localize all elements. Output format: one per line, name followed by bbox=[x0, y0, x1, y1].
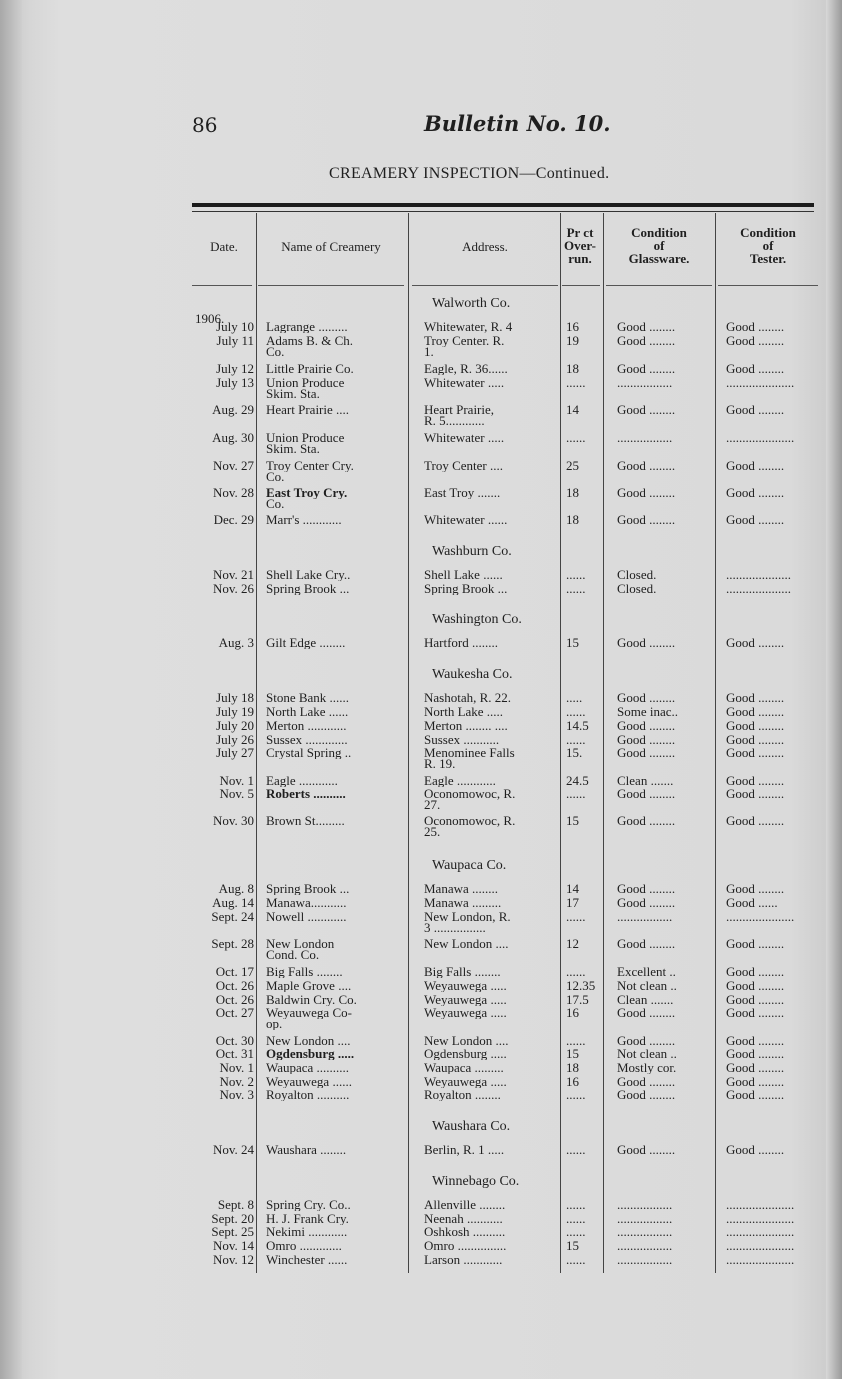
row-date: Oct. 26 bbox=[215, 978, 254, 993]
row-address: Ogdensburg ..... bbox=[424, 1048, 507, 1060]
top-rule-thick bbox=[192, 203, 814, 207]
row-address: Allenville ........ bbox=[424, 1199, 506, 1211]
county-heading: Waushara Co. bbox=[432, 1119, 511, 1134]
row-date: Aug. 29 bbox=[212, 402, 254, 417]
row-tester-condition: Good ........ bbox=[726, 637, 785, 649]
row-creamery-name: Winchester ...... bbox=[266, 1254, 348, 1266]
row-date: Oct. 17 bbox=[215, 964, 254, 979]
row-address: Oconomowoc, R. bbox=[424, 788, 516, 800]
row-date: Nov. 27 bbox=[212, 458, 254, 473]
row-overrun: 25 bbox=[566, 460, 579, 472]
row-creamery-name: H. J. Frank Cry. bbox=[266, 1213, 349, 1225]
row-tester-condition: Good ........ bbox=[726, 815, 785, 827]
header-overrun bbox=[559, 226, 601, 265]
row-tester-condition: Good ........ bbox=[726, 883, 785, 895]
header-underline-overrun bbox=[562, 285, 600, 286]
row-date: Aug. 30 bbox=[212, 430, 254, 445]
row-date: Nov. 28 bbox=[212, 485, 254, 500]
row-overrun: 15 bbox=[566, 1048, 579, 1060]
row-creamery-name: Big Falls ........ bbox=[266, 966, 343, 978]
row-date: Sept. 28 bbox=[211, 936, 254, 951]
row-creamery-name: Brown St......... bbox=[266, 815, 345, 827]
row-creamery-name: Cond. Co. bbox=[266, 949, 320, 961]
row-glassware-condition: Good ........ bbox=[617, 883, 676, 895]
row-glassware-condition: Good ........ bbox=[617, 747, 676, 759]
row-overrun: 19 bbox=[566, 335, 579, 347]
row-date: Oct. 30 bbox=[215, 1033, 254, 1048]
page-edge-shadow bbox=[826, 0, 842, 1379]
row-date: Dec. 29 bbox=[213, 512, 254, 527]
row-date: July 11 bbox=[216, 333, 254, 348]
row-address: New London .... bbox=[424, 938, 509, 950]
row-glassware-condition: Clean ....... bbox=[617, 994, 674, 1006]
row-date: Oct. 26 bbox=[215, 992, 254, 1007]
row-overrun: 24.5 bbox=[566, 775, 589, 787]
row-creamery-name: Ogdensburg ..... bbox=[266, 1048, 355, 1060]
row-glassware-condition: Good ........ bbox=[617, 815, 676, 827]
row-date: July 10 bbox=[216, 319, 254, 334]
row-tester-condition: Good ........ bbox=[726, 335, 785, 347]
row-overrun: ...... bbox=[566, 1254, 586, 1266]
row-glassware-condition: Excellent .. bbox=[617, 966, 676, 978]
row-address: Merton ........ .... bbox=[424, 720, 508, 732]
row-address: Hartford ........ bbox=[424, 637, 499, 649]
row-date: Nov. 26 bbox=[212, 581, 254, 596]
row-creamery-name: Weyauwega Co- bbox=[266, 1007, 352, 1019]
row-creamery-name: Union Produce bbox=[266, 377, 345, 389]
row-overrun: ...... bbox=[566, 966, 586, 978]
row-glassware-condition: Good ........ bbox=[617, 1007, 676, 1019]
row-address: East Troy ....... bbox=[424, 487, 501, 499]
row-overrun: ...... bbox=[566, 911, 586, 923]
row-creamery-name: Co. bbox=[266, 471, 285, 483]
row-address: Manawa ........ bbox=[424, 883, 499, 895]
row-address: New London, R. bbox=[424, 911, 511, 923]
row-tester-condition: Good ........ bbox=[726, 1144, 785, 1156]
row-tester-condition: Good ........ bbox=[726, 460, 785, 472]
row-address: 27. bbox=[424, 799, 441, 811]
row-address: Whitewater ..... bbox=[424, 432, 505, 444]
row-overrun: ...... bbox=[566, 1199, 586, 1211]
row-overrun: 14 bbox=[566, 404, 579, 416]
row-date: Sept. 25 bbox=[211, 1224, 254, 1239]
row-address: Royalton ........ bbox=[424, 1089, 501, 1101]
column-rule-1 bbox=[256, 213, 257, 1273]
row-tester-condition: Good ........ bbox=[726, 692, 785, 704]
row-overrun: 16 bbox=[566, 1007, 579, 1019]
row-date: Sept. 8 bbox=[217, 1197, 254, 1212]
header-overrun-line-3: run. bbox=[568, 251, 592, 266]
row-creamery-name: Marr's ............ bbox=[266, 514, 342, 526]
row-glassware-condition: Good ........ bbox=[617, 460, 676, 472]
row-tester-condition: ..................... bbox=[726, 1254, 795, 1266]
row-overrun: 18 bbox=[566, 363, 579, 375]
row-creamery-name: Spring Cry. Co.. bbox=[266, 1199, 351, 1211]
column-rule-2 bbox=[408, 213, 409, 1273]
row-date: Nov. 12 bbox=[212, 1252, 254, 1267]
row-overrun: 18 bbox=[566, 1062, 579, 1074]
row-creamery-name: Manawa........... bbox=[266, 897, 347, 909]
row-tester-condition: Good ........ bbox=[726, 994, 785, 1006]
header-overrun-line-2: Over- bbox=[564, 238, 596, 253]
row-overrun: ..... bbox=[566, 692, 583, 704]
row-address: Oconomowoc, R. bbox=[424, 815, 516, 827]
row-address: Weyauwega ..... bbox=[424, 994, 507, 1006]
row-date: Sept. 20 bbox=[211, 1211, 254, 1226]
row-date: Nov. 24 bbox=[212, 1142, 254, 1157]
row-date: July 18 bbox=[216, 690, 254, 705]
page-spine-shadow bbox=[0, 0, 22, 1379]
county-heading: Waupaca Co. bbox=[432, 858, 507, 873]
top-rule-thin bbox=[192, 211, 814, 212]
row-date: July 26 bbox=[216, 732, 254, 747]
row-date: Nov. 21 bbox=[212, 567, 254, 582]
row-tester-condition: Good ........ bbox=[726, 514, 785, 526]
row-overrun: 12.35 bbox=[566, 980, 596, 992]
row-address: Whitewater ...... bbox=[424, 514, 508, 526]
row-tester-condition: Good ........ bbox=[726, 1007, 785, 1019]
header-underline-date bbox=[192, 285, 252, 286]
row-address: Heart Prairie, bbox=[424, 404, 495, 416]
row-glassware-condition: ................. bbox=[617, 432, 673, 444]
row-tester-condition: ..................... bbox=[726, 432, 795, 444]
row-address: Menominee Falls bbox=[424, 747, 515, 759]
row-address: 1. bbox=[424, 346, 434, 358]
row-glassware-condition: ................. bbox=[617, 1213, 673, 1225]
row-tester-condition: Good ........ bbox=[726, 1076, 785, 1088]
row-address: North Lake ..... bbox=[424, 706, 504, 718]
row-creamery-name: New London bbox=[266, 938, 335, 950]
row-creamery-name: Baldwin Cry. Co. bbox=[266, 994, 357, 1006]
row-creamery-name: East Troy Cry. bbox=[266, 487, 348, 499]
header-glassware-line-1: Condition bbox=[631, 225, 687, 240]
header-glassware-line-2: of bbox=[653, 238, 665, 253]
row-overrun: 16 bbox=[566, 1076, 579, 1088]
row-creamery-name: Eagle ............ bbox=[266, 775, 338, 787]
row-glassware-condition: Good ........ bbox=[617, 363, 676, 375]
row-creamery-name: Nowell ............ bbox=[266, 911, 347, 923]
row-creamery-name: Little Prairie Co. bbox=[266, 363, 354, 375]
row-creamery-name: Stone Bank ...... bbox=[266, 692, 350, 704]
row-tester-condition: Good ........ bbox=[726, 747, 785, 759]
row-overrun: 18 bbox=[566, 487, 579, 499]
column-rule-3 bbox=[560, 213, 561, 1273]
row-address: Shell Lake ...... bbox=[424, 569, 503, 581]
row-date: July 12 bbox=[216, 361, 254, 376]
row-creamery-name: Nekimi ............ bbox=[266, 1226, 348, 1238]
header-address: Address. bbox=[462, 239, 508, 254]
row-creamery-name: Shell Lake Cry.. bbox=[266, 569, 351, 581]
row-date: Oct. 31 bbox=[215, 1046, 254, 1061]
row-glassware-condition: ................. bbox=[617, 1254, 673, 1266]
row-tester-condition: Good ........ bbox=[726, 487, 785, 499]
row-date: July 27 bbox=[216, 745, 254, 760]
row-address: Eagle, R. 36...... bbox=[424, 363, 508, 375]
row-creamery-name: Troy Center Cry. bbox=[266, 460, 354, 472]
row-overrun: ...... bbox=[566, 1089, 586, 1101]
row-overrun: 12 bbox=[566, 938, 579, 950]
county-heading: Washburn Co. bbox=[432, 544, 512, 559]
row-creamery-name: Spring Brook ... bbox=[266, 583, 350, 595]
county-heading: Winnebago Co. bbox=[432, 1174, 520, 1189]
row-address: Whitewater, R. 4 bbox=[424, 321, 513, 333]
row-date: Aug. 8 bbox=[218, 881, 254, 896]
row-creamery-name: Waupaca .......... bbox=[266, 1062, 350, 1074]
row-date: Aug. 14 bbox=[212, 895, 254, 910]
row-creamery-name: Union Produce bbox=[266, 432, 345, 444]
row-address: Troy Center. R. bbox=[424, 335, 505, 347]
row-glassware-condition: ................. bbox=[617, 1240, 673, 1252]
row-address: Troy Center .... bbox=[424, 460, 503, 472]
row-date: Nov. 1 bbox=[219, 773, 254, 788]
row-glassware-condition: ................. bbox=[617, 911, 673, 923]
row-glassware-condition: Good ........ bbox=[617, 404, 676, 416]
row-tester-condition: Good ........ bbox=[726, 321, 785, 333]
county-heading: Washington Co. bbox=[432, 612, 522, 627]
row-glassware-condition: ................. bbox=[617, 377, 673, 389]
row-tester-condition: ..................... bbox=[726, 377, 795, 389]
header-glassware bbox=[604, 226, 714, 265]
row-date: Nov. 5 bbox=[219, 786, 254, 801]
row-creamery-name: Co. bbox=[266, 346, 285, 358]
row-glassware-condition: Good ........ bbox=[617, 1144, 676, 1156]
column-rule-5 bbox=[715, 213, 716, 1273]
row-date: July 20 bbox=[216, 718, 254, 733]
row-date: July 13 bbox=[216, 375, 254, 390]
row-glassware-condition: Good ........ bbox=[617, 514, 676, 526]
row-overrun: 14.5 bbox=[566, 720, 589, 732]
row-overrun: 17.5 bbox=[566, 994, 589, 1006]
row-creamery-name: Lagrange ......... bbox=[266, 321, 348, 333]
row-glassware-condition: Good ........ bbox=[617, 321, 676, 333]
row-overrun: 15 bbox=[566, 637, 579, 649]
row-creamery-name: Royalton .......... bbox=[266, 1089, 350, 1101]
row-address: Manawa ......... bbox=[424, 897, 502, 909]
row-glassware-condition: Good ........ bbox=[617, 487, 676, 499]
row-overrun: ...... bbox=[566, 432, 586, 444]
row-date: Oct. 27 bbox=[215, 1005, 254, 1020]
row-creamery-name: Waushara ........ bbox=[266, 1144, 347, 1156]
row-creamery-name: Roberts .......... bbox=[266, 788, 346, 800]
row-glassware-condition: ................. bbox=[617, 1226, 673, 1238]
row-tester-condition: Good ...... bbox=[726, 897, 778, 909]
row-overrun: 15. bbox=[566, 747, 583, 759]
row-overrun: 18 bbox=[566, 514, 579, 526]
row-date: Nov. 1 bbox=[219, 1060, 254, 1075]
county-heading: Walworth Co. bbox=[432, 296, 511, 311]
row-creamery-name: Heart Prairie .... bbox=[266, 404, 350, 416]
header-tester-line-1: Condition bbox=[740, 225, 796, 240]
header-overrun-line-1: Pr ct bbox=[566, 225, 594, 240]
row-address: Neenah ........... bbox=[424, 1213, 503, 1225]
row-overrun: 16 bbox=[566, 321, 579, 333]
row-tester-condition: ..................... bbox=[726, 911, 795, 923]
header-name: Name of Creamery bbox=[281, 239, 381, 254]
county-heading: Waukesha Co. bbox=[432, 667, 513, 682]
row-creamery-name: North Lake ...... bbox=[266, 706, 349, 718]
header-glassware-line-3: Glassware. bbox=[628, 251, 690, 266]
row-address: Eagle ............ bbox=[424, 775, 496, 787]
row-glassware-condition: Good ........ bbox=[617, 1035, 676, 1047]
row-creamery-name: Spring Brook ... bbox=[266, 883, 350, 895]
row-creamery-name: Skim. Sta. bbox=[266, 388, 320, 400]
row-glassware-condition: Good ........ bbox=[617, 1089, 676, 1101]
row-address: Omro ............... bbox=[424, 1240, 507, 1252]
table-title: CREAMERY INSPECTION—Continued. bbox=[329, 165, 610, 182]
row-glassware-condition: Good ........ bbox=[617, 897, 676, 909]
row-address: R. 19. bbox=[424, 758, 456, 770]
row-address: 25. bbox=[424, 826, 441, 838]
row-overrun: ...... bbox=[566, 706, 586, 718]
header-underline-address bbox=[412, 285, 558, 286]
row-address: Waupaca ......... bbox=[424, 1062, 504, 1074]
row-overrun: 14 bbox=[566, 883, 579, 895]
row-address: Sussex ........... bbox=[424, 734, 500, 746]
row-address: Larson ............ bbox=[424, 1254, 503, 1266]
row-overrun: ...... bbox=[566, 569, 586, 581]
row-date: Nov. 2 bbox=[219, 1074, 254, 1089]
row-glassware-condition: Clean ....... bbox=[617, 775, 674, 787]
row-tester-condition: Good ........ bbox=[726, 966, 785, 978]
row-address: New London .... bbox=[424, 1035, 509, 1047]
row-overrun: 15 bbox=[566, 815, 579, 827]
row-address: Whitewater ..... bbox=[424, 377, 505, 389]
row-address: Weyauwega ..... bbox=[424, 980, 507, 992]
row-glassware-condition: Mostly cor. bbox=[617, 1062, 677, 1074]
column-rule-4 bbox=[603, 213, 604, 1273]
row-tester-condition: ..................... bbox=[726, 1199, 795, 1211]
row-glassware-condition: Good ........ bbox=[617, 1076, 676, 1088]
row-date: Sept. 24 bbox=[211, 909, 254, 924]
row-glassware-condition: ................. bbox=[617, 1199, 673, 1211]
row-address: Nashotah, R. 22. bbox=[424, 692, 512, 704]
row-glassware-condition: Good ........ bbox=[617, 720, 676, 732]
header-tester-line-2: of bbox=[762, 238, 774, 253]
row-overrun: 17 bbox=[566, 897, 579, 909]
row-creamery-name: Maple Grove .... bbox=[266, 980, 352, 992]
row-date: Nov. 14 bbox=[212, 1238, 254, 1253]
row-creamery-name: Merton ............ bbox=[266, 720, 347, 732]
row-tester-condition: Good ........ bbox=[726, 1089, 785, 1101]
row-address: Berlin, R. 1 ..... bbox=[424, 1144, 505, 1156]
row-glassware-condition: Good ........ bbox=[617, 788, 676, 800]
row-overrun: ...... bbox=[566, 377, 586, 389]
row-creamery-name: New London .... bbox=[266, 1035, 351, 1047]
header-date: Date. bbox=[210, 239, 238, 254]
row-creamery-name: Co. bbox=[266, 498, 285, 510]
row-glassware-condition: Good ........ bbox=[617, 335, 676, 347]
row-tester-condition: ..................... bbox=[726, 1240, 795, 1252]
row-creamery-name: Crystal Spring .. bbox=[266, 747, 352, 759]
row-creamery-name: Sussex ............. bbox=[266, 734, 348, 746]
row-tester-condition: Good ........ bbox=[726, 1035, 785, 1047]
header-underline-glassware bbox=[606, 285, 712, 286]
row-date: Aug. 3 bbox=[218, 635, 254, 650]
row-glassware-condition: Good ........ bbox=[617, 637, 676, 649]
row-overrun: 15 bbox=[566, 1240, 579, 1252]
row-overrun: ...... bbox=[566, 1144, 586, 1156]
row-tester-condition: Good ........ bbox=[726, 404, 785, 416]
row-address: Weyauwega ..... bbox=[424, 1007, 507, 1019]
row-tester-condition: Good ........ bbox=[726, 1062, 785, 1074]
row-glassware-condition: Good ........ bbox=[617, 734, 676, 746]
row-tester-condition: Good ........ bbox=[726, 775, 785, 787]
row-glassware-condition: Some inac.. bbox=[617, 706, 679, 718]
row-tester-condition: Good ........ bbox=[726, 788, 785, 800]
row-creamery-name: Gilt Edge ........ bbox=[266, 637, 346, 649]
row-overrun: ...... bbox=[566, 788, 586, 800]
row-tester-condition: Good ........ bbox=[726, 734, 785, 746]
row-tester-condition: Good ........ bbox=[726, 363, 785, 375]
row-address: Oshkosh .......... bbox=[424, 1226, 506, 1238]
header-tester bbox=[716, 226, 820, 265]
row-tester-condition: ..................... bbox=[726, 1226, 795, 1238]
row-address: Weyauwega ..... bbox=[424, 1076, 507, 1088]
year-label: 1906. bbox=[195, 311, 225, 326]
row-creamery-name: Adams B. & Ch. bbox=[266, 335, 354, 347]
row-address: 3 ................ bbox=[424, 922, 486, 934]
row-overrun: ...... bbox=[566, 1226, 586, 1238]
row-glassware-condition: Not clean .. bbox=[617, 980, 677, 992]
row-tester-condition: .................... bbox=[726, 583, 791, 595]
row-date: Nov. 3 bbox=[219, 1087, 254, 1102]
row-address: Spring Brook ... bbox=[424, 583, 508, 595]
header-underline-tester bbox=[718, 285, 818, 286]
row-address: R. 5............ bbox=[424, 415, 485, 427]
row-tester-condition: Good ........ bbox=[726, 938, 785, 950]
row-tester-condition: Good ........ bbox=[726, 1048, 785, 1060]
row-overrun: ...... bbox=[566, 1035, 586, 1047]
row-tester-condition: Good ........ bbox=[726, 720, 785, 732]
header-underline-name bbox=[258, 285, 404, 286]
row-date: July 19 bbox=[216, 704, 254, 719]
row-glassware-condition: Closed. bbox=[617, 569, 657, 581]
running-head: Bulletin No. 10. bbox=[424, 111, 611, 136]
row-creamery-name: Skim. Sta. bbox=[266, 443, 320, 455]
row-date: Nov. 30 bbox=[212, 813, 254, 828]
header-tester-line-3: Tester. bbox=[749, 251, 787, 266]
row-overrun: ...... bbox=[566, 583, 586, 595]
row-overrun: ...... bbox=[566, 1213, 586, 1225]
row-overrun: ...... bbox=[566, 734, 586, 746]
row-tester-condition: Good ........ bbox=[726, 980, 785, 992]
row-creamery-name: Weyauwega ...... bbox=[266, 1076, 352, 1088]
row-tester-condition: .................... bbox=[726, 569, 791, 581]
row-tester-condition: Good ........ bbox=[726, 706, 785, 718]
row-creamery-name: op. bbox=[266, 1018, 283, 1030]
row-glassware-condition: Not clean .. bbox=[617, 1048, 677, 1060]
row-creamery-name: Omro ............. bbox=[266, 1240, 342, 1252]
row-glassware-condition: Good ........ bbox=[617, 692, 676, 704]
page-number: 86 bbox=[192, 113, 218, 137]
row-address: Big Falls ........ bbox=[424, 966, 501, 978]
row-tester-condition: ..................... bbox=[726, 1213, 795, 1225]
row-glassware-condition: Good ........ bbox=[617, 938, 676, 950]
row-glassware-condition: Closed. bbox=[617, 583, 657, 595]
